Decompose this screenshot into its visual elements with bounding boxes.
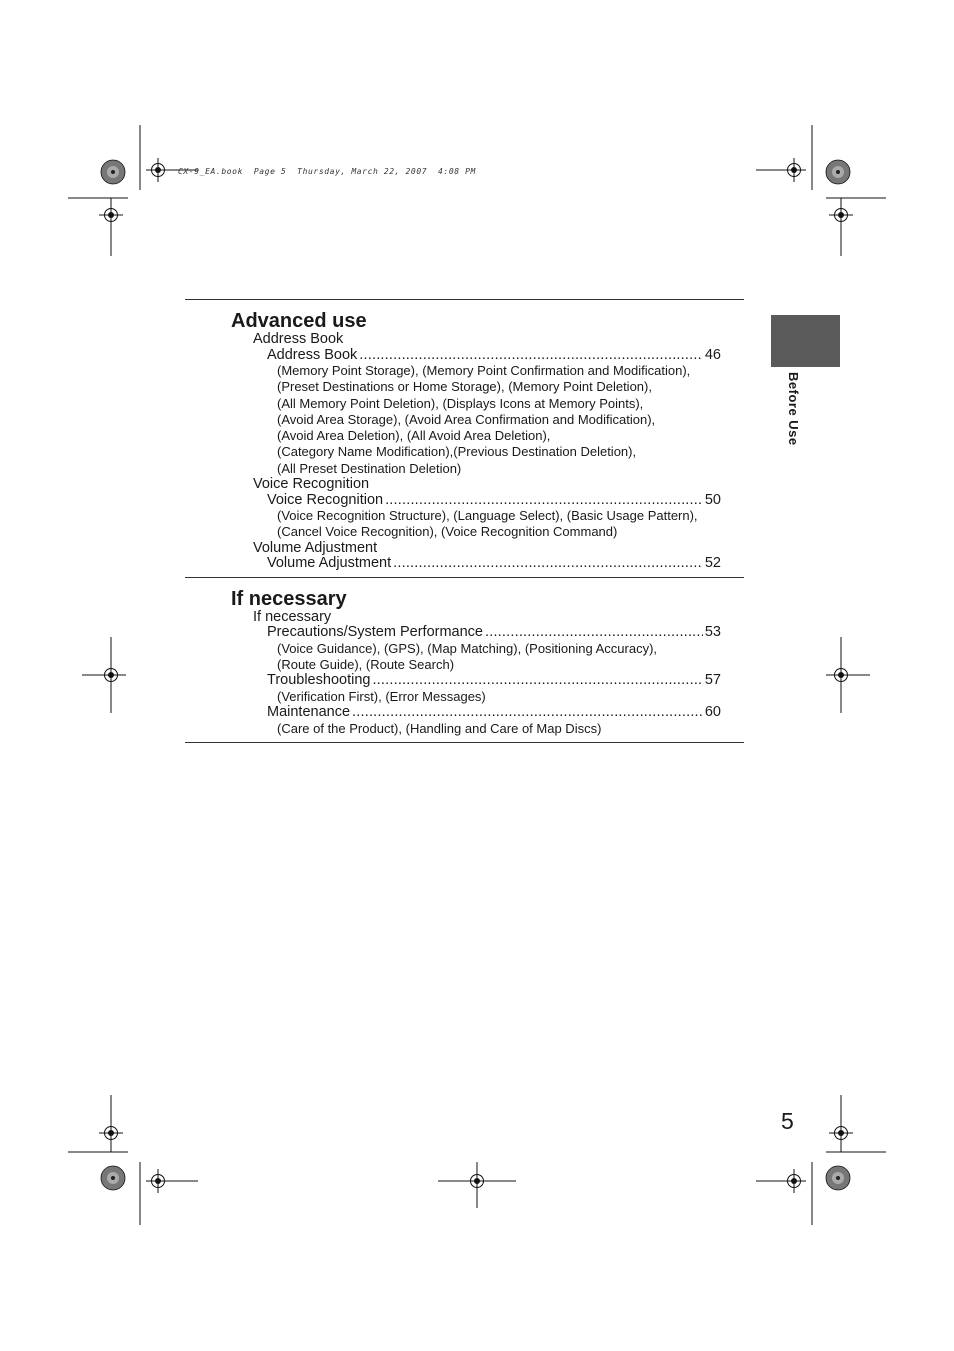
entry-label: Precautions/System Performance	[267, 624, 483, 641]
dot-leader	[359, 348, 703, 364]
toc-entry-precautions[interactable]	[267, 625, 721, 641]
entry-detail: (Route Guide), (Route Search)	[277, 656, 455, 672]
group-title: Volume Adjustment	[253, 539, 378, 556]
entry-label: Volume Adjustment	[267, 555, 392, 572]
entry-label: Address Book	[267, 346, 358, 363]
dot-leader	[385, 493, 703, 509]
entry-detail: (Voice Recognition Structure), (Language Select), (Basic Usage Pattern),	[277, 508, 698, 524]
section-title: If necessary	[231, 587, 347, 610]
dot-leader	[352, 705, 703, 721]
toc-entry-voice-recognition[interactable]	[267, 493, 721, 509]
entry-detail: (Avoid Area Storage), (Avoid Area Confirmation and Modification),	[277, 411, 656, 427]
section-tab-label: Before Use	[786, 372, 801, 446]
group-title: Address Book	[253, 331, 344, 347]
dot-leader	[485, 625, 703, 641]
entry-detail: (Preset Destinations or Home Storage), (Memory Point Deletion),	[277, 379, 652, 395]
group-title: If necessary	[253, 608, 332, 625]
entry-detail: (Memory Point Storage), (Memory Point Confirmation and Modification),	[277, 363, 691, 378]
dot-leader	[393, 556, 703, 572]
entry-label: Maintenance	[267, 704, 351, 721]
entry-page: 46	[704, 346, 721, 363]
toc-entry-address-book[interactable]	[267, 348, 721, 364]
section-if-necessary	[185, 588, 744, 742]
entry-page: 60	[704, 704, 721, 721]
dot-leader	[372, 673, 702, 689]
entry-label: Troubleshooting	[267, 672, 371, 689]
entry-detail: (Avoid Area Deletion), (All Avoid Area Deletion),	[277, 428, 551, 444]
section-advanced-use	[185, 310, 744, 577]
entry-page: 53	[704, 624, 721, 641]
toc-entry-troubleshooting[interactable]	[267, 673, 721, 689]
section-tab	[771, 315, 840, 367]
toc-entry-maintenance[interactable]	[267, 705, 721, 721]
entry-page: 50	[704, 491, 721, 508]
toc-entry-volume-adjustment[interactable]	[267, 556, 721, 572]
entry-detail: (All Preset Destination Deletion)	[277, 460, 462, 476]
table-of-contents	[185, 299, 744, 743]
bottom-rule	[185, 742, 744, 743]
entry-detail: (All Memory Point Deletion), (Displays Icons at Memory Points),	[277, 395, 644, 411]
group-title: Voice Recognition	[253, 476, 370, 493]
top-rule	[185, 299, 744, 300]
section-divider	[185, 577, 744, 578]
entry-detail: (Care of the Product), (Handling and Care of Map Discs)	[277, 720, 602, 736]
entry-detail: (Cancel Voice Recognition), (Voice Recognition Command)	[277, 524, 618, 540]
page-number: 5	[781, 1108, 794, 1134]
entry-label: Voice Recognition	[267, 491, 384, 508]
entry-page: 57	[704, 672, 721, 689]
print-header: CX-9_EA.book Page 5 Thursday, March 22, 2007 4:08 PM	[178, 167, 476, 176]
entry-detail: (Category Name Modification),(Previous Destination Deletion),	[277, 444, 637, 460]
entry-detail: (Verification First), (Error Messages)	[277, 688, 486, 704]
entry-page: 52	[704, 555, 721, 572]
entry-detail: (Voice Guidance), (GPS), (Map Matching), (Positioning Accuracy),	[277, 640, 658, 656]
section-title: Advanced use	[231, 310, 367, 332]
